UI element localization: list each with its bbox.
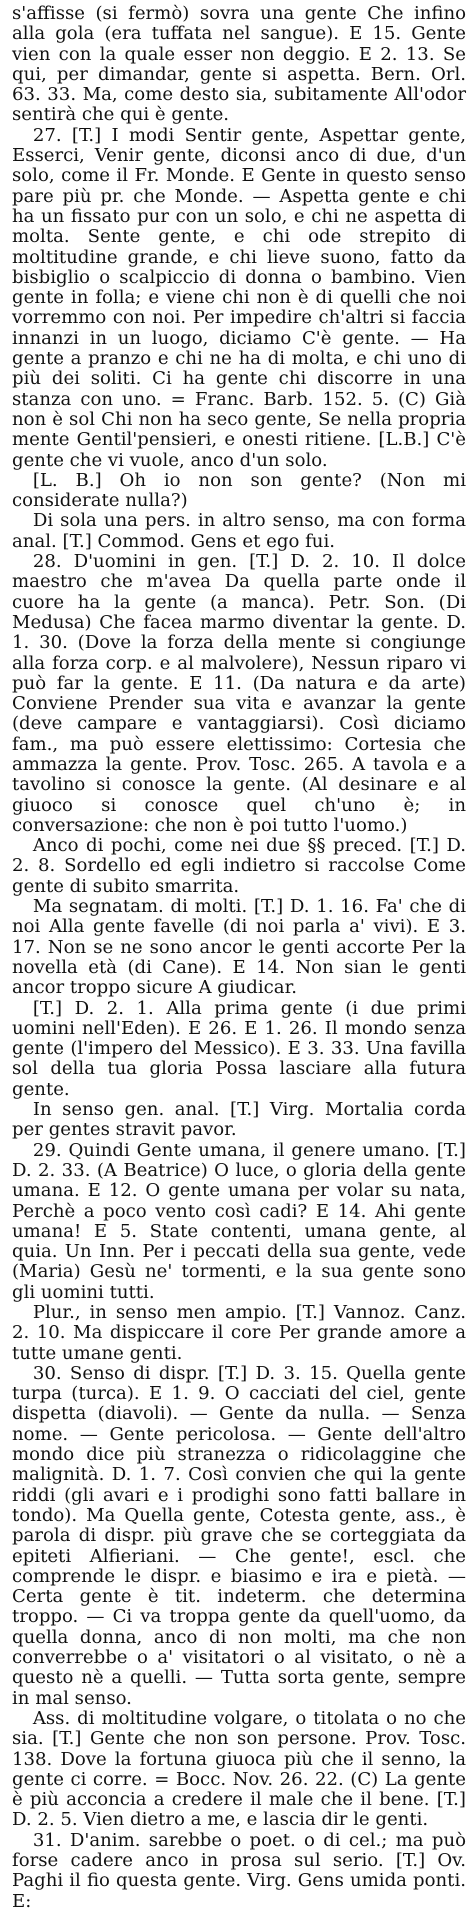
entry-paragraph-12: Ass. di moltitudine volgare, o titolata o no che sia. [T.] Gente che non son persone. Prov. Tosc. 138. Dove la fortuna giuoca più che il senno, la gente ci corre. = Bocc. Nov. 26. 22. (C) La gente è più acconcia a credere il male che il bene. [T.] D. 2. 5. Vien dietro a me, e lascia dir le genti. — [12, 1707, 466, 1831]
entry-paragraph-5: Anco di pochi, come nei due §§ preced. [T.] D. 2. 8. Sordello ed egli indietro si raccolse Come gente di subito smarrita. — [12, 835, 466, 897]
entry-paragraph-10: Plur., in senso men ampio. [T.] Vannoz. Canz. 2. 10. Ma dispiccare il core Per grande amore a tutte umane genti. — [12, 1302, 466, 1364]
entry-paragraph-11: 30. Senso di dispr. [T.] D. 3. 15. Quella gente turpa (turca). E 1. 9. O cacciati del ciel, gente dispetta (diavoli). — Gente da nulla. — Senza nome. — Gente pericolosa. — Gente dell'altro mondo dice più stranezza o ridicolaggine che malignità. D. 1. 7. Così convien che qui la gente riddi (gli avari e i prodighi sono fatti ballare in tondo). Ma Quella gente, Cotesta gente, ass., è parola di dispr. più grave che se corteggiata da epiteti Alfieriani. — Che gente!, escl. che comprende le dispr. e biasimo e ira e pietà. — Certa gente è tit. indeterm. che determina troppo. — Ci va troppa gente da quell'uomo, da quella donna, anco di non molti, ma che non converrebbe o a' visitatori o al visitato, o nè a questo nè a quelli. — Tutta sorta gente, sempre in mal senso. — [12, 1362, 466, 1709]
entry-paragraph-9: 29. Quindi Gente umana, il genere umano. [T.] D. 2. 33. (A Beatrice) O luce, o gloria della gente umana. E 12. O gente umana per volar su nata, Perchè a poco vento così cadi? E 14. Ahi gente umana! E 5. State contenti, umana gente, al quia. Un Inn. Per i peccati della sua gente, vede (Maria) Gesù ne' tormenti, e la sua gente sono gli uomini tutti. — [12, 1139, 466, 1303]
entry-paragraph-3: Di sola una pers. in altro senso, ma con forma anal. [T.] Commod. Gens et ego fui. — [12, 510, 466, 552]
entry-paragraph-6: Ma segnatam. di molti. [T.] D. 1. 16. Fa' che di noi Alla gente favelle (di noi parla a' vivi). E 3. 17. Non se ne sono ancor le genti accorte Per la novella età (di Cane). E 14. Non sian le genti ancor troppo sicure A giudicar. — [12, 896, 466, 999]
entry-paragraph-4: 28. D'uomini in gen. [T.] D. 2. 10. Il dolce maestro che m'avea Da quella parte onde il cuore ha la gente (a manca). Petr. Son. (Di Medusa) Che facea marmo diventar la gente. D. 1. 30. (Dove la forza della mente si congiunge alla forza corp. e al malvolere), Nessun riparo vi può far la gente. E 11. (Da natura e da arte) Conviene Prender sua vita e avanzar la gente (deve campare e vantaggiarsi). Così diciamo fam., ma può essere elettissimo: Cortesia che ammazza la gente. Prov. Tosc. 265. A tavola e a tavolino si conosce la gente. (Al desinare e al giuoco si conosce quel ch'uno è; in conversazione: che non è poi tutto l'uomo.) — [12, 551, 466, 836]
entry-paragraph-1: 27. [T.] I modi Sentir gente, Aspettar gente, Esserci, Venir gente, diconsi anco di due, d'un solo, come il Fr. Monde. E Gente in questo senso pare più pr. che Monde. — Aspetta gente e chi ha un fissato pur con un solo, e chi ne aspetta di molta. Sente gente, e chi ode strepito di moltitudine grande, e chi lieve suono, fatto da bisbiglio o scalpiccio di donna o bambino. Vien gente in folla; e viene chi non è di quelli che noi vorremmo con noi. Per impedire ch'altri si faccia innanzi in un luogo, diciamo C'è gente. — Ha gente a pranzo e chi ne ha di molta, e chi uno di più dei soliti. Ci ha gente chi discorre in una stanza con uno. = Franc. Barb. 152. 5. (C) Già non è sol Chi non ha seco gente, Se nella propria mente Gentil'pensieri, e onesti ritiene. [L.B.] C'è gente che vi vuole, anco d'un solo. — [12, 124, 466, 471]
entry-paragraph-13: 31. D'anim. sarebbe o poet. o di cel.; ma può forse cadere anco in prosa sul serio. [T.] Ov. Paghi il fio questa gente. Virg. Gens umida ponti. E: — [12, 1829, 466, 1912]
entry-paragraph-2: [L. B.] Oh io non son gente? (Non mi considerate nulla?) — [12, 469, 466, 512]
entry-paragraph-7: [T.] D. 2. 1. Alla prima gente (i due primi uomini nell'Eden). E 26. E 1. 26. Il mondo senza gente (l'impero del Messico). E 3. 33. Una favilla sol della tua gloria Possa lasciare alla futura gente. — [12, 997, 466, 1100]
entry-paragraph-8: In senso gen. anal. [T.] Virg. Mortalia corda per gentes stravit pavor. — [12, 1099, 466, 1141]
entry-paragraph-0: s'affisse (si fermò) sovra una gente Che infino alla gola (era tuffata nel sangue). E 15. Gente vien con la quale esser non deggio. E 2. 13. Se qui, per dimandar, gente si aspetta. Bern. Orl. 63. 33. Ma, come desto sia, subitamente All'odor sentirà che qui è gente. — [12, 3, 466, 126]
